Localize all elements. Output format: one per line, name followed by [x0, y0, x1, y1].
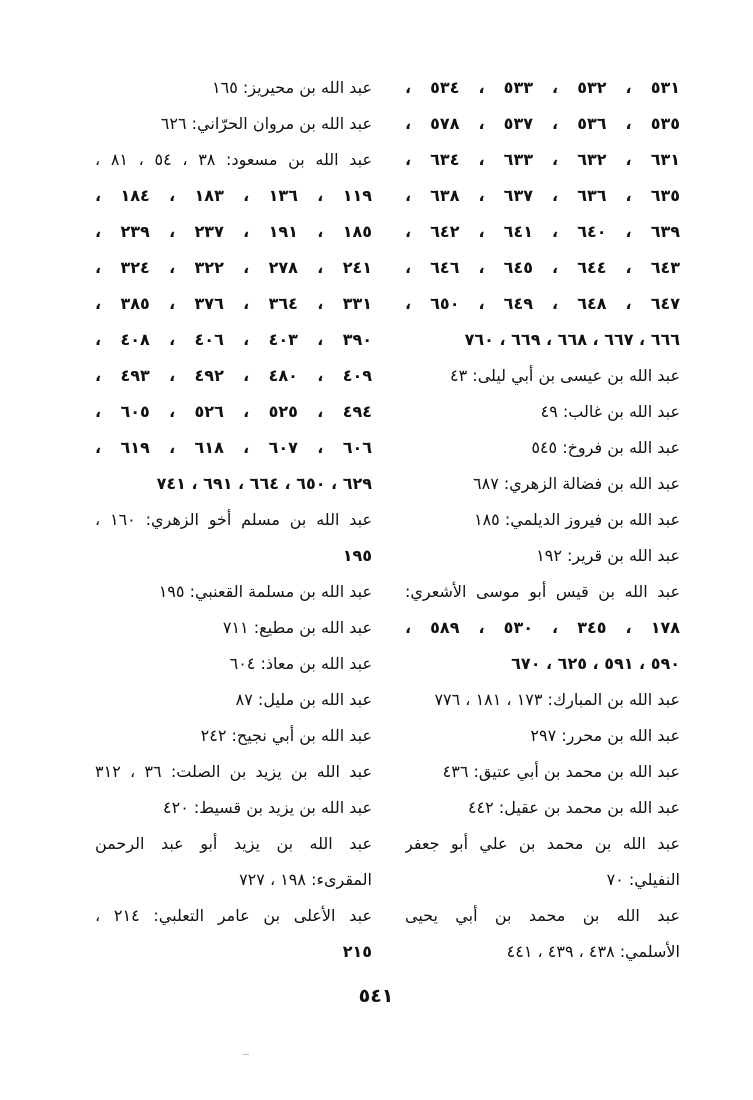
index-page-refs: ٥٩٠ ، ٥٩١ ، ٦٢٥ ، ٦٧٠ [511, 654, 680, 673]
index-entry: عبد الأعلى بن عامر التعلبي: ٢١٤ ، [95, 906, 372, 925]
index-entry: عبد الله بن مروان الحرّاني: ٦٢٦ [160, 114, 372, 133]
index-entry: عبد الله بن عيسى بن أبي ليلى: ٤٣ [450, 366, 680, 385]
index-page-refs: ٥٣٥ ، ٥٣٦ ، ٥٣٧ ، ٥٧٨ ، [405, 114, 680, 133]
index-column-left [95, 70, 372, 970]
index-page-refs: ٤٩٤ ، ٥٢٥ ، ٥٢٦ ، ٦٠٥ ، [95, 402, 372, 421]
index-page-refs: ٦٤٧ ، ٦٤٨ ، ٦٤٩ ، ٦٥٠ ، [405, 294, 680, 313]
index-page-refs: ٤٠٩ ، ٤٨٠ ، ٤٩٢ ، ٤٩٣ ، [95, 366, 372, 385]
index-entry: عبد الله بن المبارك: ١٧٣ ، ١٨١ ، ٧٧٦ [434, 690, 680, 709]
index-page-refs: ٦٠٦ ، ٦٠٧ ، ٦١٨ ، ٦١٩ ، [95, 438, 372, 457]
index-entry: عبد الله بن قرير: ١٩٢ [536, 546, 680, 565]
index-entry: الأسلمي: ٤٣٨ ، ٤٣٩ ، ٤٤١ [506, 942, 680, 961]
index-entry: عبد الله بن فيروز الديلمي: ١٨٥ [473, 510, 680, 529]
index-entry: عبد الله بن محمد بن علي أبو جعفر [405, 834, 680, 853]
index-page-refs: ١٧٨ ، ٣٤٥ ، ٥٣٠ ، ٥٨٩ ، [405, 618, 680, 637]
index-entry: عبد الله بن محمد بن عقيل: ٤٤٢ [467, 798, 680, 817]
index-entry: المقرىء: ١٩٨ ، ٧٢٧ [239, 870, 372, 889]
index-entry: عبد الله بن محمد بن أبي عتيق: ٤٣٦ [442, 762, 680, 781]
index-page-refs: ٦٦٦ ، ٦٦٧ ، ٦٦٨ ، ٦٦٩ ، ٧٦٠ [464, 330, 680, 349]
index-entry: عبد الله بن قيس أبو موسى الأشعري: [405, 582, 680, 601]
index-entry: عبد الله بن مسعود: ٣٨ ، ٥٤ ، ٨١ ، [95, 150, 372, 169]
index-entry: عبد الله بن يزيد بن الصلت: ٣٦ ، ٣١٢ [95, 762, 372, 781]
index-entry: عبد الله بن فروخ: ٥٤٥ [531, 438, 680, 457]
index-page-refs: ٢١٥ [342, 942, 372, 961]
index-entry: عبد الله بن محيريز: ١٦٥ [212, 78, 372, 97]
index-entry: عبد الله بن مليل: ٨٧ [235, 690, 372, 709]
index-page-refs: ٦٣٥ ، ٦٣٦ ، ٦٣٧ ، ٦٣٨ ، [405, 186, 680, 205]
index-page-refs: ٦٣٩ ، ٦٤٠ ، ٦٤١ ، ٦٤٢ ، [405, 222, 680, 241]
index-entry: عبد الله بن فضالة الزهري: ٦٨٧ [473, 474, 680, 493]
index-page-refs: ٣٣١ ، ٣٦٤ ، ٣٧٦ ، ٣٨٥ ، [95, 294, 372, 313]
index-entry: عبد الله بن محمد بن أبي يحيى [405, 906, 680, 925]
index-page-refs: ٦٣١ ، ٦٣٢ ، ٦٣٣ ، ٦٣٤ ، [405, 150, 680, 169]
index-page-refs: ١٨٥ ، ١٩١ ، ٢٣٧ ، ٢٣٩ ، [95, 222, 372, 241]
index-entry: عبد الله بن مسلم أخو الزهري: ١٦٠ ، [95, 510, 372, 529]
index-page-refs: ١١٩ ، ١٣٦ ، ١٨٣ ، ١٨٤ ، [95, 186, 372, 205]
footer-mark [243, 1050, 249, 1055]
index-page-refs: ٣٩٠ ، ٤٠٣ ، ٤٠٦ ، ٤٠٨ ، [95, 330, 372, 349]
index-entry: النفيلي: ٧٠ [606, 870, 680, 889]
index-entry: عبد الله بن يزيد أبو عبد الرحمن [95, 834, 372, 853]
index-entry: عبد الله بن مطيع: ٧١١ [222, 618, 372, 637]
index-entry: عبد الله بن مسلمة القعنبي: ١٩٥ [158, 582, 372, 601]
index-page-refs: ٢٤١ ، ٢٧٨ ، ٣٢٢ ، ٣٢٤ ، [95, 258, 372, 277]
index-page-refs: ٦٢٩ ، ٦٥٠ ، ٦٦٤ ، ٦٩١ ، ٧٤١ [156, 474, 372, 493]
index-entry: عبد الله بن محرر: ٢٩٧ [530, 726, 680, 745]
index-column-right [405, 70, 680, 970]
index-page-refs: ١٩٥ [342, 546, 372, 565]
index-page-refs: ٥٣١ ، ٥٣٢ ، ٥٣٣ ، ٥٣٤ ، [405, 78, 680, 97]
index-entry: عبد الله بن غالب: ٤٩ [540, 402, 680, 421]
index-entry: عبد الله بن يزيد بن قسيط: ٤٢٠ [163, 798, 372, 817]
index-entry: عبد الله بن أبي نجيح: ٢٤٢ [200, 726, 372, 745]
index-page-refs: ٦٤٣ ، ٦٤٤ ، ٦٤٥ ، ٦٤٦ ، [405, 258, 680, 277]
page-number: ٥٤١ [358, 985, 394, 1007]
index-entry: عبد الله بن معاذ: ٦٠٤ [229, 654, 372, 673]
